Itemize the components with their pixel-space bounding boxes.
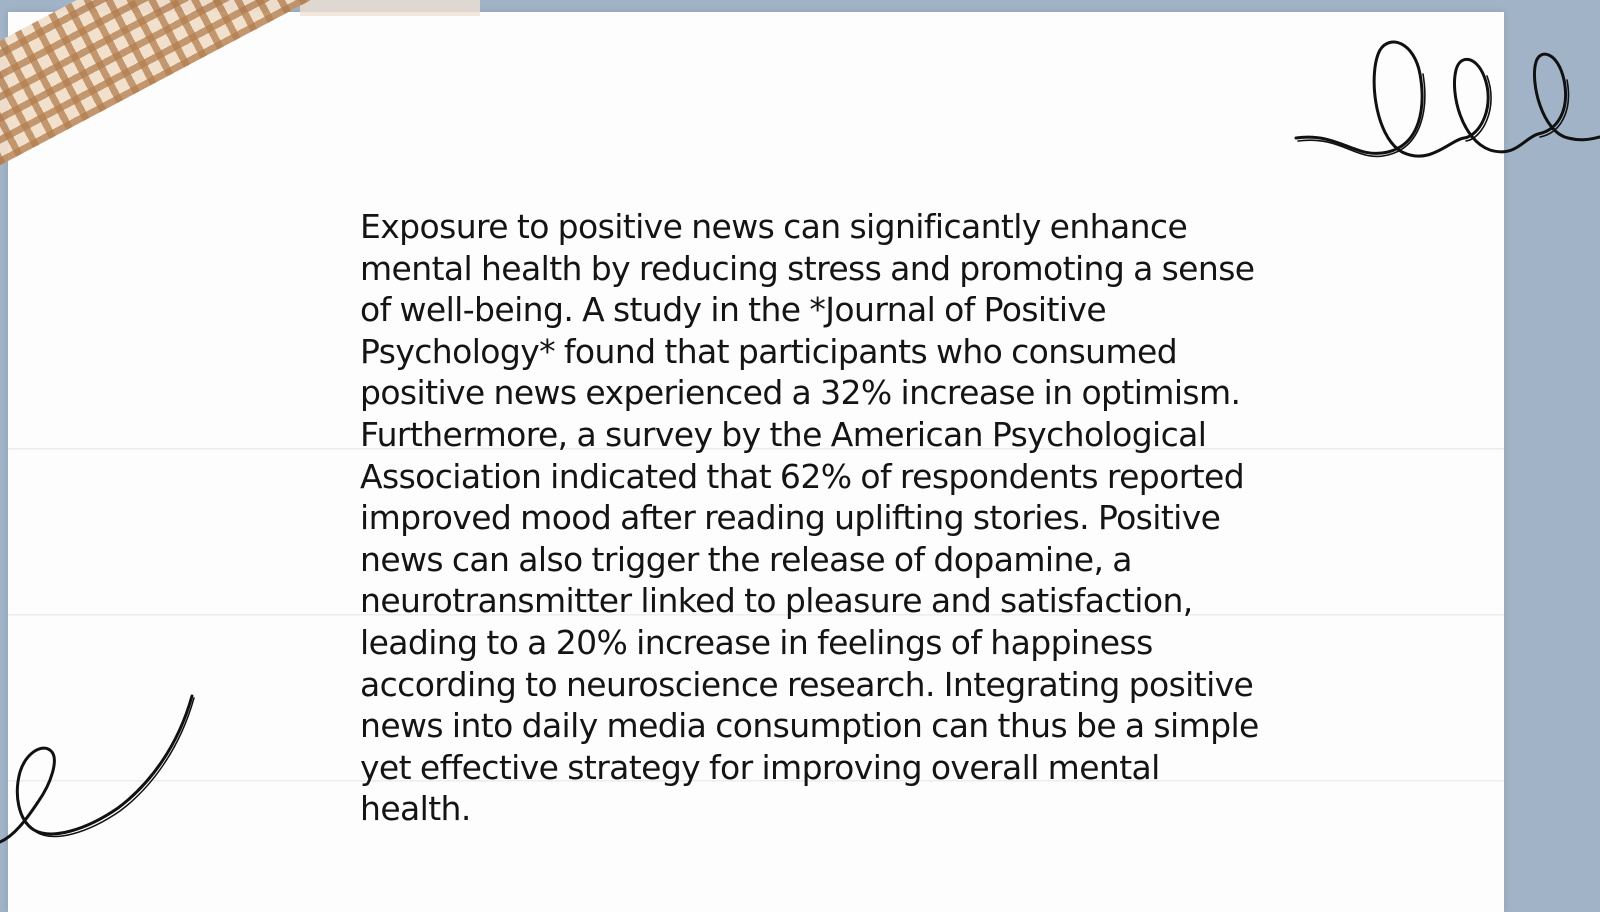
tape-edge [300,0,480,16]
slide-body-text: Exposure to positive news can significantly enhance mental health by reducing stress and promoting a sense of well-being. A study in the *Journal of Positive Psychology* found that participants who consumed positive news experienced a 32% increase in optimism. Furthermore, a survey by the American Psychological Association indicated that 62% of respondents reported improved mood after reading uplifting stories. Positive news can also trigger the release of dopamine, a neurotransmitter linked to pleasure and satisfaction, leading to a 20% increase in feelings of happiness according to neuroscience research. Integrating positive news into daily media consumption can thus be a simple yet effective strategy for improving overall mental health. [360,207,1259,829]
loop-squiggle-bottom-left [0,690,210,850]
loop-squiggle-top-right [1280,20,1600,170]
